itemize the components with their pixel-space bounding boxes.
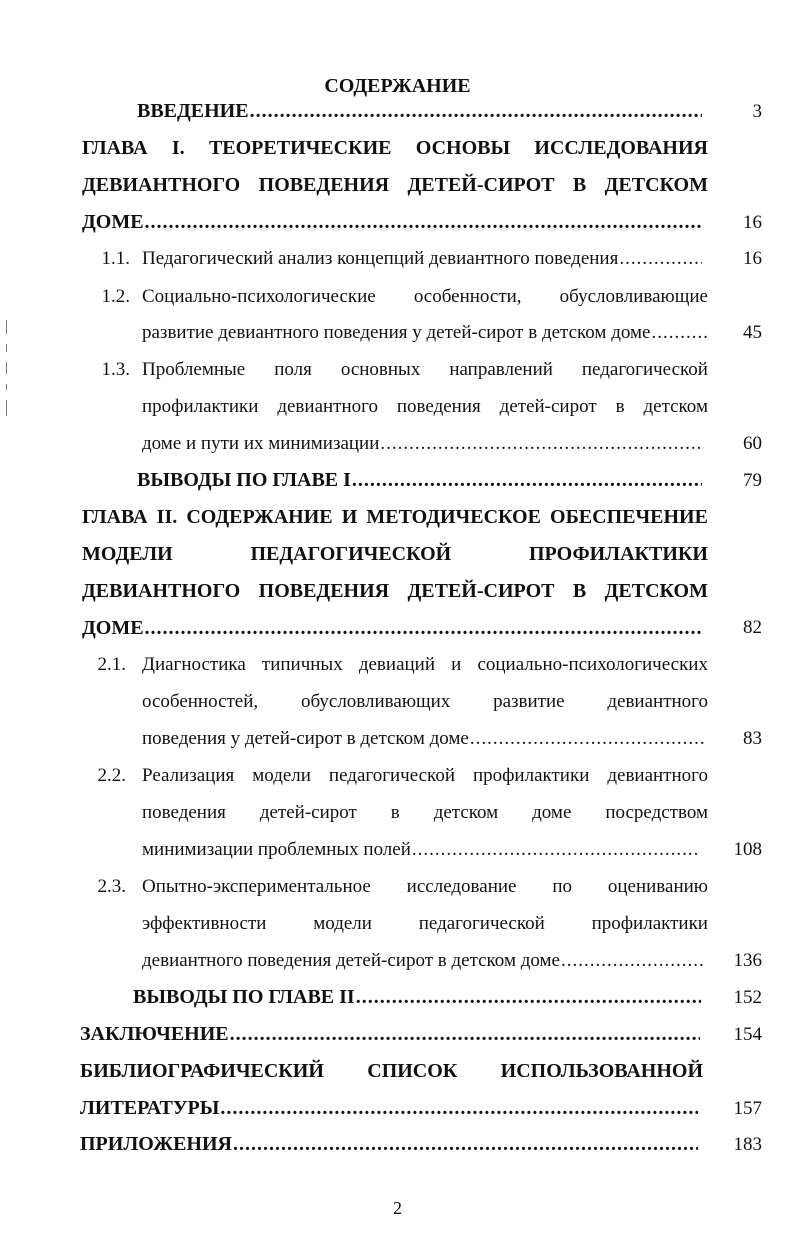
- section-number-2-3: 2.3.: [97, 876, 126, 897]
- page-ref-conclusions-1: 79: [743, 470, 762, 491]
- page-ref-bibliography: 157: [733, 1098, 762, 1119]
- chapter-1-title-line-1[interactable]: ГЛАВА I. ТЕОРЕТИЧЕСКИЕ ОСНОВЫ ИССЛЕДОВАНИЯ: [82, 137, 708, 159]
- chapter-2-title-line-3[interactable]: ДЕВИАНТНОГО ПОВЕДЕНИЯ ДЕТЕЙ-СИРОТ В ДЕТСКОМ: [82, 580, 708, 602]
- scan-margin-marks: [6, 320, 8, 450]
- section-number-2-2: 2.2.: [97, 765, 126, 786]
- toc-entry-1-3-line-1[interactable]: Проблемные поля основных направлений педагогической: [142, 359, 708, 380]
- page-ref-1-3: 60: [743, 433, 762, 454]
- section-number-2-1: 2.1.: [97, 654, 126, 675]
- toc-entry-2-2-line-2[interactable]: поведения детей-сирот в детском доме посредством: [142, 802, 708, 823]
- section-number-1-1: 1.1.: [101, 248, 130, 269]
- chapter-2-title-line-1[interactable]: ГЛАВА II. СОДЕРЖАНИЕ И МЕТОДИЧЕСКОЕ ОБЕСПЕЧЕНИЕ: [82, 506, 708, 528]
- toc-entry-bibliography-line-2[interactable]: ЛИТЕРАТУРЫ .....: [80, 1097, 698, 1120]
- toc-entry-2-1-line-2[interactable]: особенностей, обусловливающих развитие девиантного: [142, 691, 708, 712]
- toc-entry-conclusions-2[interactable]: ВЫВОДЫ ПО ГЛАВЕ II .....: [133, 986, 701, 1009]
- toc-entry-1-3-line-2[interactable]: профилактики девиантного поведения детей-сирот в детском: [142, 396, 708, 417]
- toc-entry-bibliography-line-1[interactable]: БИБЛИОГРАФИЧЕСКИЙ СПИСОК ИСПОЛЬЗОВАННОЙ: [80, 1060, 703, 1082]
- toc-entry-1-1[interactable]: Педагогический анализ концепций девиантного поведения .....: [142, 248, 702, 270]
- toc-entry-1-2-line-1[interactable]: Социально-психологические особенности, обусловливающие: [142, 286, 708, 307]
- chapter-1-title-line-2[interactable]: ДЕВИАНТНОГО ПОВЕДЕНИЯ ДЕТЕЙ-СИРОТ В ДЕТСКОМ: [82, 174, 708, 196]
- toc-entry-intro[interactable]: ВВЕДЕНИЕ .....: [137, 100, 702, 123]
- toc-entry-2-3-line-2[interactable]: эффективности модели педагогической профилактики: [142, 913, 708, 934]
- section-number-1-3: 1.3.: [101, 359, 130, 380]
- toc-entry-2-3-line-1[interactable]: Опытно-экспериментальное исследование по оцениванию: [142, 876, 708, 897]
- toc-entry-2-1-line-1[interactable]: Диагностика типичных девиаций и социально-психологических: [142, 654, 708, 675]
- toc-entry-conclusion[interactable]: ЗАКЛЮЧЕНИЕ .....: [80, 1023, 700, 1046]
- page-ref-conclusion: 154: [733, 1024, 762, 1045]
- section-number-1-2: 1.2.: [101, 286, 130, 307]
- page-ref-1-2: 45: [743, 322, 762, 343]
- page-ref-chapter-1: 16: [743, 212, 762, 233]
- toc-entry-2-2-line-3[interactable]: минимизации проблемных полей .....: [142, 839, 698, 861]
- page-ref-1-1: 16: [743, 248, 762, 269]
- page-ref-2-1: 83: [743, 728, 762, 749]
- page-ref-2-3: 136: [733, 950, 762, 971]
- chapter-2-title-line-4[interactable]: ДОМЕ .....: [82, 617, 702, 640]
- page-ref-conclusions-2: 152: [733, 987, 762, 1008]
- toc-entry-2-3-line-3[interactable]: девиантного поведения детей-сирот в детском доме .....: [142, 950, 704, 972]
- page-ref-appendix: 183: [733, 1134, 762, 1155]
- toc-entry-2-1-line-3[interactable]: поведения у детей-сирот в детском доме .....: [142, 728, 704, 750]
- toc-entry-1-2-line-2[interactable]: развитие девиантного поведения у детей-сирот в детском доме .....: [142, 322, 708, 344]
- toc-entry-conclusions-1[interactable]: ВЫВОДЫ ПО ГЛАВЕ I .....: [137, 469, 702, 492]
- toc-entry-appendix[interactable]: ПРИЛОЖЕНИЯ .....: [80, 1133, 698, 1156]
- page-ref-chapter-2: 82: [743, 617, 762, 638]
- toc-entry-2-2-line-1[interactable]: Реализация модели педагогической профилактики девиантного: [142, 765, 708, 786]
- chapter-1-title-line-3[interactable]: ДОМЕ .....: [82, 211, 702, 234]
- page-number: 2: [393, 1198, 402, 1218]
- toc-entry-1-3-line-3[interactable]: доме и пути их минимизации .....: [142, 433, 704, 455]
- page-ref-intro: 3: [752, 101, 762, 122]
- toc-title: СОДЕРЖАНИЕ: [324, 75, 471, 97]
- page-ref-2-2: 108: [733, 839, 762, 860]
- chapter-2-title-line-2[interactable]: МОДЕЛИ ПЕДАГОГИЧЕСКОЙ ПРОФИЛАКТИКИ: [82, 543, 708, 565]
